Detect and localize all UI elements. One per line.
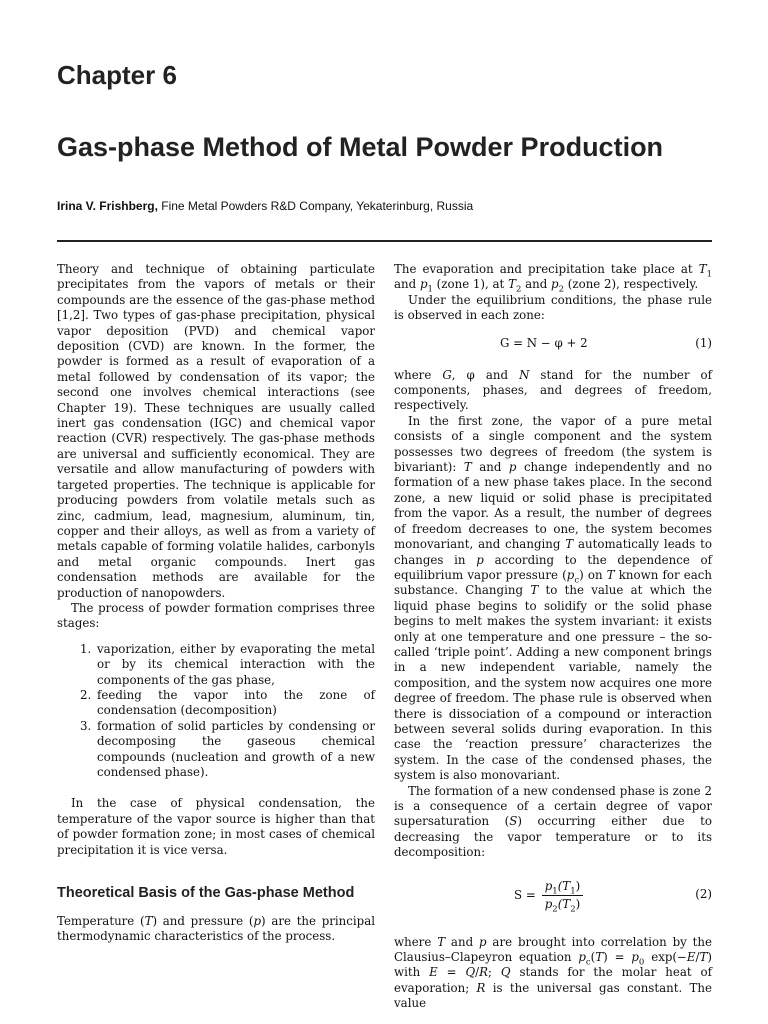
text-run: (zone 2), respectively.	[564, 277, 699, 292]
zone-paragraph	[394, 414, 712, 784]
text-run: is the universal gas constant. The value	[394, 980, 712, 1011]
evaporation-paragraph	[394, 262, 712, 293]
text-run: stand for the number of components, phases, and degrees of freedom, respectively.	[394, 367, 712, 413]
symbol: (T	[557, 878, 571, 893]
text-run: /	[695, 950, 700, 965]
text-run: stands for the molar heat of evaporation;	[394, 965, 713, 995]
subscript: c	[574, 575, 580, 586]
text-run: The evaporation and precipitation take place at	[394, 262, 699, 276]
text-run: change independently and no formation of a new phase takes place. In the second zone, a new liquid or solid phase is precipitated from the vapor. As a result, the number of degrees of freedom decreases to one, the system becomes monovariant, and changing	[394, 460, 712, 552]
subscript: 0	[638, 957, 645, 968]
equation-2	[394, 875, 712, 917]
symbol: p	[566, 567, 575, 582]
symbol: (T	[557, 897, 571, 912]
text-run: /	[475, 965, 480, 980]
text-run: ) =	[603, 950, 632, 965]
symbol: p	[544, 897, 553, 912]
symbol: p	[551, 277, 559, 292]
text-run: (	[590, 950, 596, 965]
text-run: =	[437, 965, 466, 980]
symbol: p	[479, 934, 487, 949]
header-rule	[57, 240, 712, 242]
symbol: p	[508, 460, 517, 475]
list-item: 1. vaporization, either by evaporating the metal or by its chemical interaction with the components of the gas phase,	[95, 642, 375, 688]
text-run: ) and pressure (	[152, 914, 254, 929]
text-run: (zone 1), at	[432, 277, 509, 292]
section-paragraph	[57, 914, 375, 945]
text-run: The formation of a new condensed phase is zone 2 is a consequence of a certain degree of vapor supersaturation (	[394, 783, 712, 829]
equation-body	[514, 875, 583, 917]
subscript: c	[585, 957, 591, 968]
symbol: p	[631, 950, 639, 965]
equation-1	[394, 336, 712, 356]
symbol: p	[578, 950, 586, 965]
section-heading: Theoretical Basis of the Gas-phase Method	[57, 885, 355, 902]
symbol: p	[419, 277, 428, 292]
author-affiliation: Fine Metal Powders R&D Company, Yekaterinburg, Russia	[157, 199, 474, 213]
fraction-denominator	[542, 896, 584, 915]
subscript: 1	[552, 886, 558, 897]
symbol: T	[565, 537, 574, 552]
symbol: Q	[465, 965, 476, 980]
subscript: 1	[427, 284, 433, 295]
text-run: In the first zone, the vapor of a pure metal consists of a single component and the system possesses two degrees of freedom (the system is bivariant):	[394, 413, 712, 475]
list-item: 2. feeding the vapor into the zone of condensation (decomposition)	[95, 688, 375, 719]
stages-list	[57, 642, 375, 781]
text-run: according to the dependence of equilibrium vapor pressure (	[394, 552, 713, 582]
text-run: and	[394, 277, 420, 292]
text-run: known for each substance. Changing	[394, 567, 712, 598]
fraction	[542, 879, 584, 913]
symbol: p	[253, 914, 262, 929]
subscript: 2	[515, 284, 522, 295]
symbol: E	[686, 950, 696, 965]
text-run: are brought into correlation by the Clausius–Clapeyron equation	[394, 934, 712, 965]
symbol: T	[508, 277, 516, 292]
symbol: T	[698, 262, 707, 276]
text-run: and	[445, 934, 479, 949]
equilibrium-intro: Under the equilibrium conditions, the phase rule is observed in each zone:	[394, 292, 712, 323]
condensation-paragraph: In the case of physical condensation, the temperature of the vapor source is higher than that of powder formation zone; in most cases of chemical precipitation it is vice versa.	[57, 796, 375, 857]
symbol: T	[595, 950, 604, 965]
text-run: automatically leads to changes in	[394, 537, 713, 567]
text-run: Temperature (	[57, 914, 145, 929]
text-run: and	[471, 460, 509, 475]
chapter-title: Gas-phase Method of Metal Powder Production	[57, 132, 664, 162]
author-line	[57, 199, 473, 213]
symbol: S	[509, 814, 518, 829]
stages-intro: The process of powder formation comprises three stages:	[57, 600, 375, 631]
subscript: 1	[706, 269, 712, 280]
text-run: ) with	[394, 950, 712, 980]
text-run: to the value at which the liquid phase begins to solidify or the solid phase begins to melt makes the system invariant: it exists only at one temperature and one pressure – the so-called ‘triple point’. Adding a new component brings in a new independent variable, namely the composition, and the system now acquires one more degree of freedom. The phase rule is observed when there is dissociation of a compound or interaction between several solids during evaporation. In this case the ‘reaction pressure’ characterizes the system. In the case of the condensed phases, the system is also monovariant.	[394, 583, 712, 783]
symbol: T	[437, 934, 446, 949]
fraction-numerator	[542, 879, 584, 896]
subscript: 2	[552, 904, 558, 915]
symbol: p	[476, 552, 484, 567]
text-run: ) occurring either due to decreasing the vapor temperature or to its decomposition:	[394, 814, 712, 860]
chapter-label: Chapter 6	[57, 60, 177, 90]
symbol: G	[442, 367, 452, 382]
symbol: p	[544, 878, 553, 893]
where-paragraph-2	[394, 935, 712, 1012]
symbol: R	[476, 980, 486, 995]
equation-lhs: S =	[514, 887, 536, 902]
text-run: ) on	[579, 567, 607, 582]
left-column	[57, 262, 375, 945]
equation-number: (2)	[695, 886, 712, 901]
text-run: where	[394, 367, 443, 382]
symbol: T	[144, 914, 153, 929]
symbol: N	[519, 367, 530, 382]
author-name: Irina V. Frishberg,	[57, 199, 158, 213]
subscript: 2	[570, 904, 576, 915]
right-column	[394, 262, 712, 1012]
symbol: R	[479, 965, 488, 980]
symbol: T	[699, 950, 708, 965]
list-item: 3. formation of solid particles by condensing or decomposing the gaseous chemical compounds (nucleation and growth of a new condensed phase).	[95, 719, 375, 781]
text-run: where	[394, 934, 438, 949]
where-paragraph-1	[394, 368, 712, 414]
text-run: )	[575, 897, 581, 912]
symbol: T	[463, 460, 472, 475]
symbol: E	[429, 965, 438, 980]
text-run: ;	[488, 965, 501, 980]
symbol: T	[530, 583, 539, 598]
text-run: and	[521, 277, 552, 292]
formation-paragraph	[394, 784, 712, 861]
symbol: Q	[500, 965, 511, 980]
intro-paragraph: Theory and technique of obtaining particulate precipitates from the vapors of metals or their compounds are the essence of the gas-phase method [1,2]. Two types of gas-phase precipitation, physical vapor deposition (PVD) and chemical vapor deposition (CVD) are known. In the former, the powder is formed as a result of evaporation of a metal followed by condensation of its vapor; the second one involves chemical interactions (see Chapter 19). These techniques are usually called inert gas condensation (IGC) and chemical vapor reaction (CVR) respectively. The gas-phase methods are universal and sufficiently economical. They are versatile and allow manufacturing of powders with targeted properties. The technique is applicable for producing powders from volatile metals such as zinc, cadmium, lead, magnesium, aluminum, tin, copper and their alloys, as well as from a variety of metals capable of forming volatile halides, carbonyls and metal organic compounds. Inert gas condensation methods are available for the production of nanopowders.	[57, 262, 375, 600]
equation-number: (1)	[695, 335, 712, 350]
text-run: exp(−	[644, 950, 687, 965]
equation-body: G = N − φ + 2	[500, 335, 588, 350]
subscript: 2	[558, 284, 565, 295]
text-run: , φ and	[451, 367, 520, 382]
text-run: ) are the principal thermodynamic characteristics of the process.	[57, 914, 376, 944]
subscript: 1	[570, 886, 576, 897]
text-run: )	[575, 878, 581, 893]
symbol: T	[606, 567, 615, 582]
